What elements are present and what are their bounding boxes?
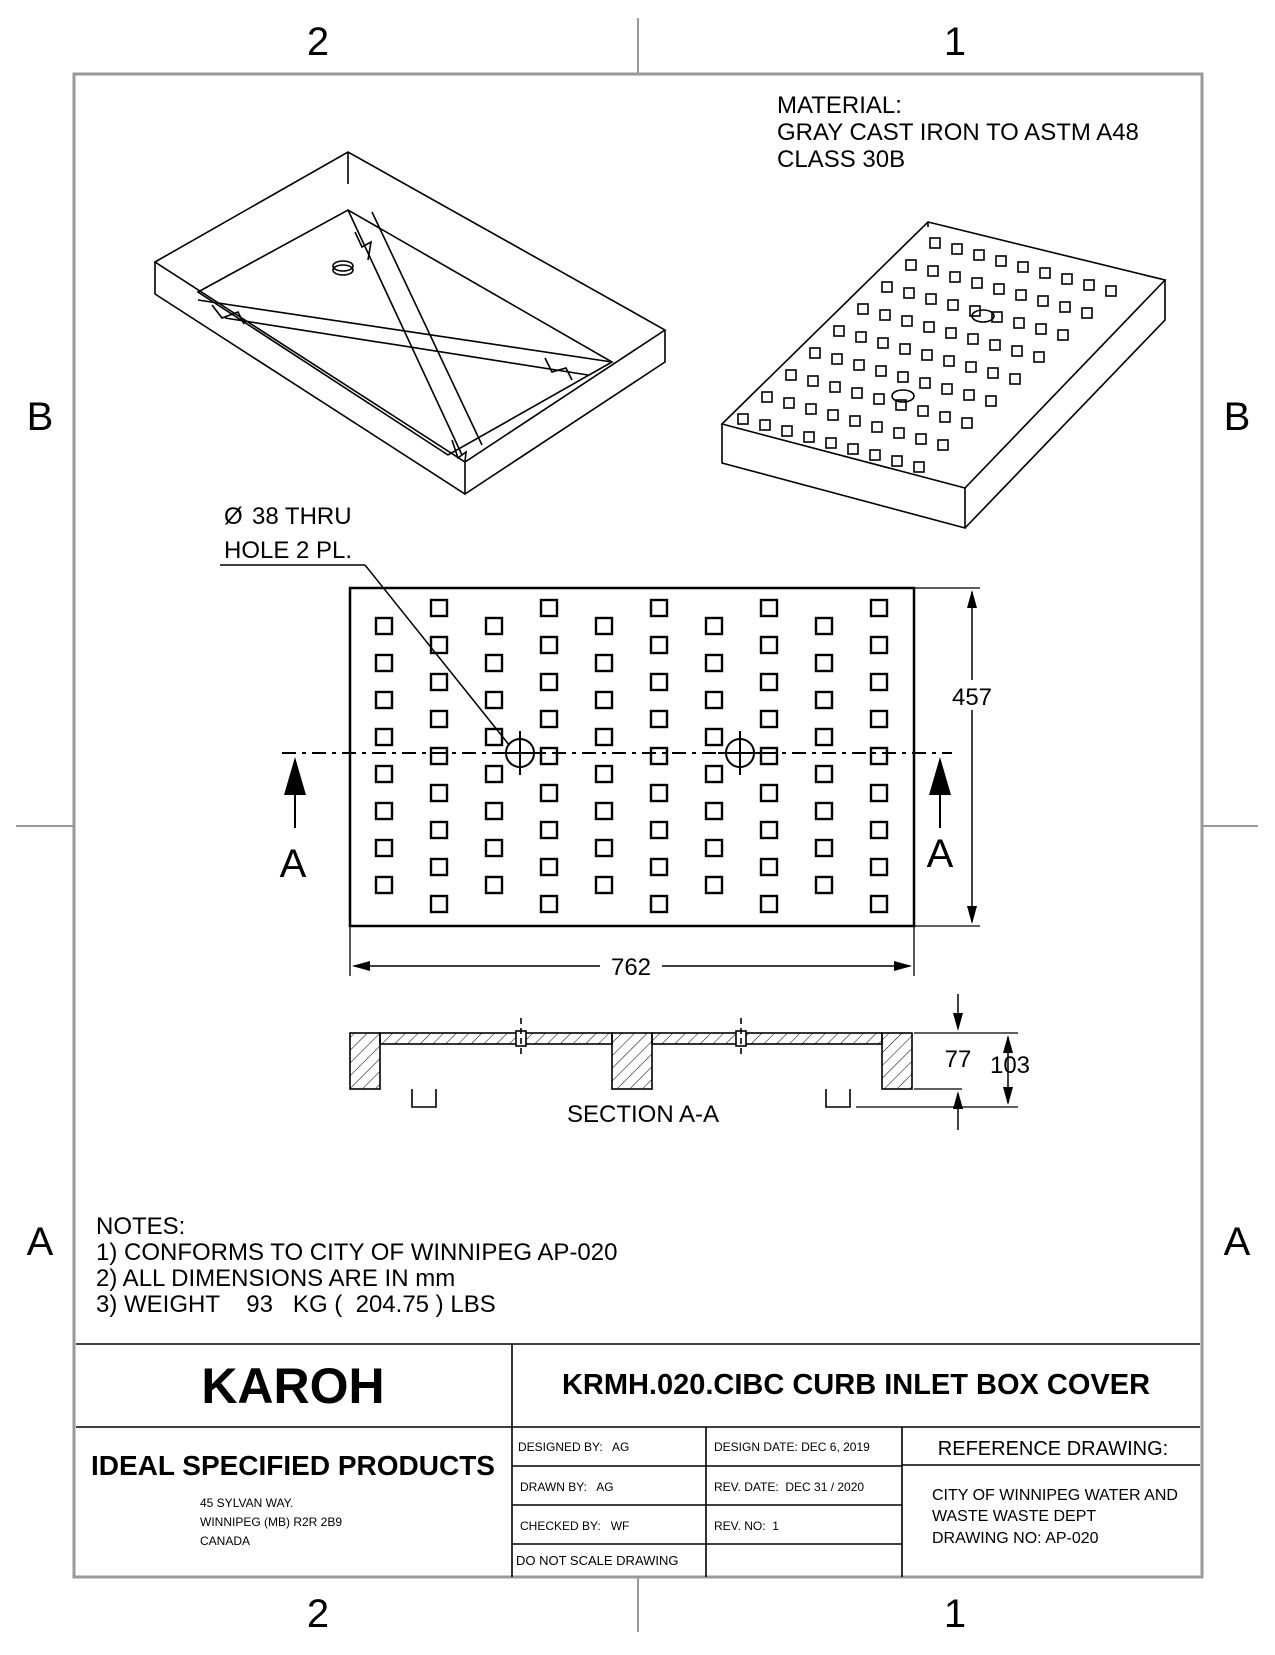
plan-drain-hole (541, 674, 557, 690)
company-address-line2: WINNIPEG (MB) R2R 2B9 (200, 1515, 343, 1529)
plan-drain-hole (816, 877, 832, 893)
plan-drain-hole (376, 692, 392, 708)
plan-drain-hole (816, 766, 832, 782)
plan-drain-hole (376, 655, 392, 671)
plan-drain-hole (486, 766, 502, 782)
plan-drain-hole (651, 822, 667, 838)
plan-drain-hole (706, 803, 722, 819)
note-3: 3) WEIGHT 93 KG ( 204.75 ) LBS (96, 1291, 496, 1318)
plan-drain-hole (706, 766, 722, 782)
plan-drain-hole (431, 600, 447, 616)
plan-drain-hole (596, 803, 612, 819)
plan-drain-hole (596, 729, 612, 745)
plan-drain-hole (871, 822, 887, 838)
hole-callout (220, 503, 510, 746)
plan-drain-hole (706, 692, 722, 708)
designed-by: DESIGNED BY: AG (518, 1440, 630, 1454)
drawn-by: DRAWN BY: AG (520, 1480, 614, 1494)
plan-drain-hole (541, 711, 557, 727)
plan-drain-hole (486, 692, 502, 708)
plan-drain-hole (541, 785, 557, 801)
plan-drain-hole (871, 785, 887, 801)
plan-drain-hole (596, 766, 612, 782)
notes-title: NOTES: (96, 1213, 186, 1240)
material-spec: GRAY CAST IRON TO ASTM A48 (777, 119, 1139, 146)
zone-label-top-right: 1 (943, 20, 967, 64)
zone-label-top-left: 2 (306, 20, 330, 64)
plan-drain-hole (486, 877, 502, 893)
plan-drain-hole (871, 896, 887, 912)
plan-drain-hole (431, 674, 447, 690)
plan-drain-hole (706, 618, 722, 634)
dimension-depth-inner: 77 (944, 1046, 972, 1073)
plan-drain-hole (486, 729, 502, 745)
plan-drain-hole (596, 618, 612, 634)
plan-drain-hole (431, 711, 447, 727)
plan-drain-hole (431, 822, 447, 838)
plan-drain-hole (596, 877, 612, 893)
plan-drain-hole (651, 785, 667, 801)
iso-view-topside (722, 222, 1165, 528)
plan-drain-hole (376, 840, 392, 856)
plan-drain-hole (816, 840, 832, 856)
plan-drain-hole (761, 785, 777, 801)
plan-drain-hole (541, 822, 557, 838)
plan-drain-hole (761, 859, 777, 875)
material-note (777, 92, 1139, 173)
plan-drain-hole (761, 600, 777, 616)
company-logo: KAROH (201, 1358, 385, 1414)
plan-drain-hole (871, 859, 887, 875)
plan-drain-hole (651, 600, 667, 616)
diameter-symbol: Ø (224, 503, 243, 530)
zone-label-left-lower: A (26, 1220, 54, 1264)
rev-no: REV. NO: 1 (714, 1519, 779, 1533)
design-date: DESIGN DATE: DEC 6, 2019 (714, 1440, 870, 1454)
iso-view-underside (155, 152, 665, 494)
plan-drain-hole (431, 748, 447, 764)
dimension-depth-total: 103 (989, 1052, 1031, 1079)
plan-drain-hole (761, 674, 777, 690)
plan-drain-hole (816, 618, 832, 634)
reference-line1: CITY OF WINNIPEG WATER AND (932, 1487, 1178, 1504)
section-arrow-left (284, 757, 306, 795)
plan-drain-hole (376, 877, 392, 893)
reference-heading: REFERENCE DRAWING: (937, 1438, 1169, 1460)
material-class: CLASS 30B (777, 146, 906, 173)
plan-drain-hole (376, 618, 392, 634)
plan-drain-hole (376, 803, 392, 819)
plan-drain-hole (816, 803, 832, 819)
plan-drain-hole (816, 692, 832, 708)
plan-drain-hole (431, 896, 447, 912)
plan-drain-hole (706, 655, 722, 671)
zone-label-bottom-left: 2 (306, 1592, 330, 1636)
zone-label-right-upper: B (1223, 395, 1251, 439)
plan-drain-hole (431, 859, 447, 875)
plan-drain-hole (541, 896, 557, 912)
reference-line3: DRAWING NO: AP-020 (932, 1530, 1099, 1547)
plan-drain-hole (816, 655, 832, 671)
plan-drain-hole (486, 803, 502, 819)
plan-drain-hole (596, 840, 612, 856)
material-title: MATERIAL: (777, 92, 902, 119)
company-address-line3: CANADA (200, 1534, 251, 1548)
section-marker-left: A (279, 842, 307, 886)
plan-drain-hole (706, 729, 722, 745)
rev-date: REV. DATE: DEC 31 / 2020 (714, 1480, 865, 1494)
hole-callout-line1: 38 THRU (252, 503, 352, 530)
plan-drain-hole (651, 674, 667, 690)
hole-callout-line2: HOLE 2 PL. (224, 537, 353, 564)
plan-drain-hole (871, 748, 887, 764)
plan-drain-hole (761, 748, 777, 764)
zone-label-left-upper: B (26, 395, 54, 439)
plan-drain-hole (486, 618, 502, 634)
checked-by: CHECKED BY: WF (520, 1519, 630, 1533)
plan-drain-hole (596, 692, 612, 708)
section-arrow-right (929, 757, 951, 795)
plan-drain-hole (761, 822, 777, 838)
section-label: SECTION A-A (566, 1101, 720, 1128)
plan-drain-hole (486, 655, 502, 671)
plan-drain-hole (706, 877, 722, 893)
plan-drain-hole (761, 711, 777, 727)
note-2: 2) ALL DIMENSIONS ARE IN mm (96, 1265, 456, 1292)
plan-drain-hole (431, 785, 447, 801)
plan-drain-hole (871, 711, 887, 727)
plan-drain-hole (541, 600, 557, 616)
dimension-height: 457 (951, 684, 993, 711)
plan-drain-hole (871, 600, 887, 616)
plan-drain-hole (871, 637, 887, 653)
plan-drain-hole (651, 748, 667, 764)
plan-drain-hole (376, 729, 392, 745)
zone-label-right-lower: A (1223, 1220, 1251, 1264)
plan-drain-hole (596, 655, 612, 671)
reference-line2: WASTE WASTE DEPT (932, 1508, 1097, 1525)
plan-drain-hole (651, 859, 667, 875)
notes-block (96, 1213, 617, 1318)
plan-hole-grid (376, 600, 887, 912)
plan-drain-hole (871, 674, 887, 690)
plan-drain-hole (651, 711, 667, 727)
plan-drain-hole (761, 896, 777, 912)
zone-label-bottom-right: 1 (943, 1592, 967, 1636)
plan-drain-hole (816, 729, 832, 745)
plan-drain-hole (376, 766, 392, 782)
plan-drain-hole (706, 840, 722, 856)
plan-drain-hole (541, 748, 557, 764)
plan-view (280, 588, 992, 981)
company-name: IDEAL SPECIFIED PRODUCTS (91, 1450, 495, 1481)
dimension-width: 762 (610, 954, 652, 981)
do-not-scale: DO NOT SCALE DRAWING (516, 1553, 679, 1568)
plan-drain-hole (651, 637, 667, 653)
section-marker-right: A (926, 832, 954, 876)
drawing-title: KRMH.020.CIBC CURB INLET BOX COVER (561, 1369, 1151, 1401)
note-1: 1) CONFORMS TO CITY OF WINNIPEG AP-020 (96, 1239, 618, 1266)
plan-drain-hole (761, 637, 777, 653)
plan-drain-hole (486, 840, 502, 856)
plan-drain-hole (541, 859, 557, 875)
plan-drain-hole (651, 896, 667, 912)
company-address-line1: 45 SYLVAN WAY. (200, 1496, 294, 1510)
plan-drain-hole (541, 637, 557, 653)
